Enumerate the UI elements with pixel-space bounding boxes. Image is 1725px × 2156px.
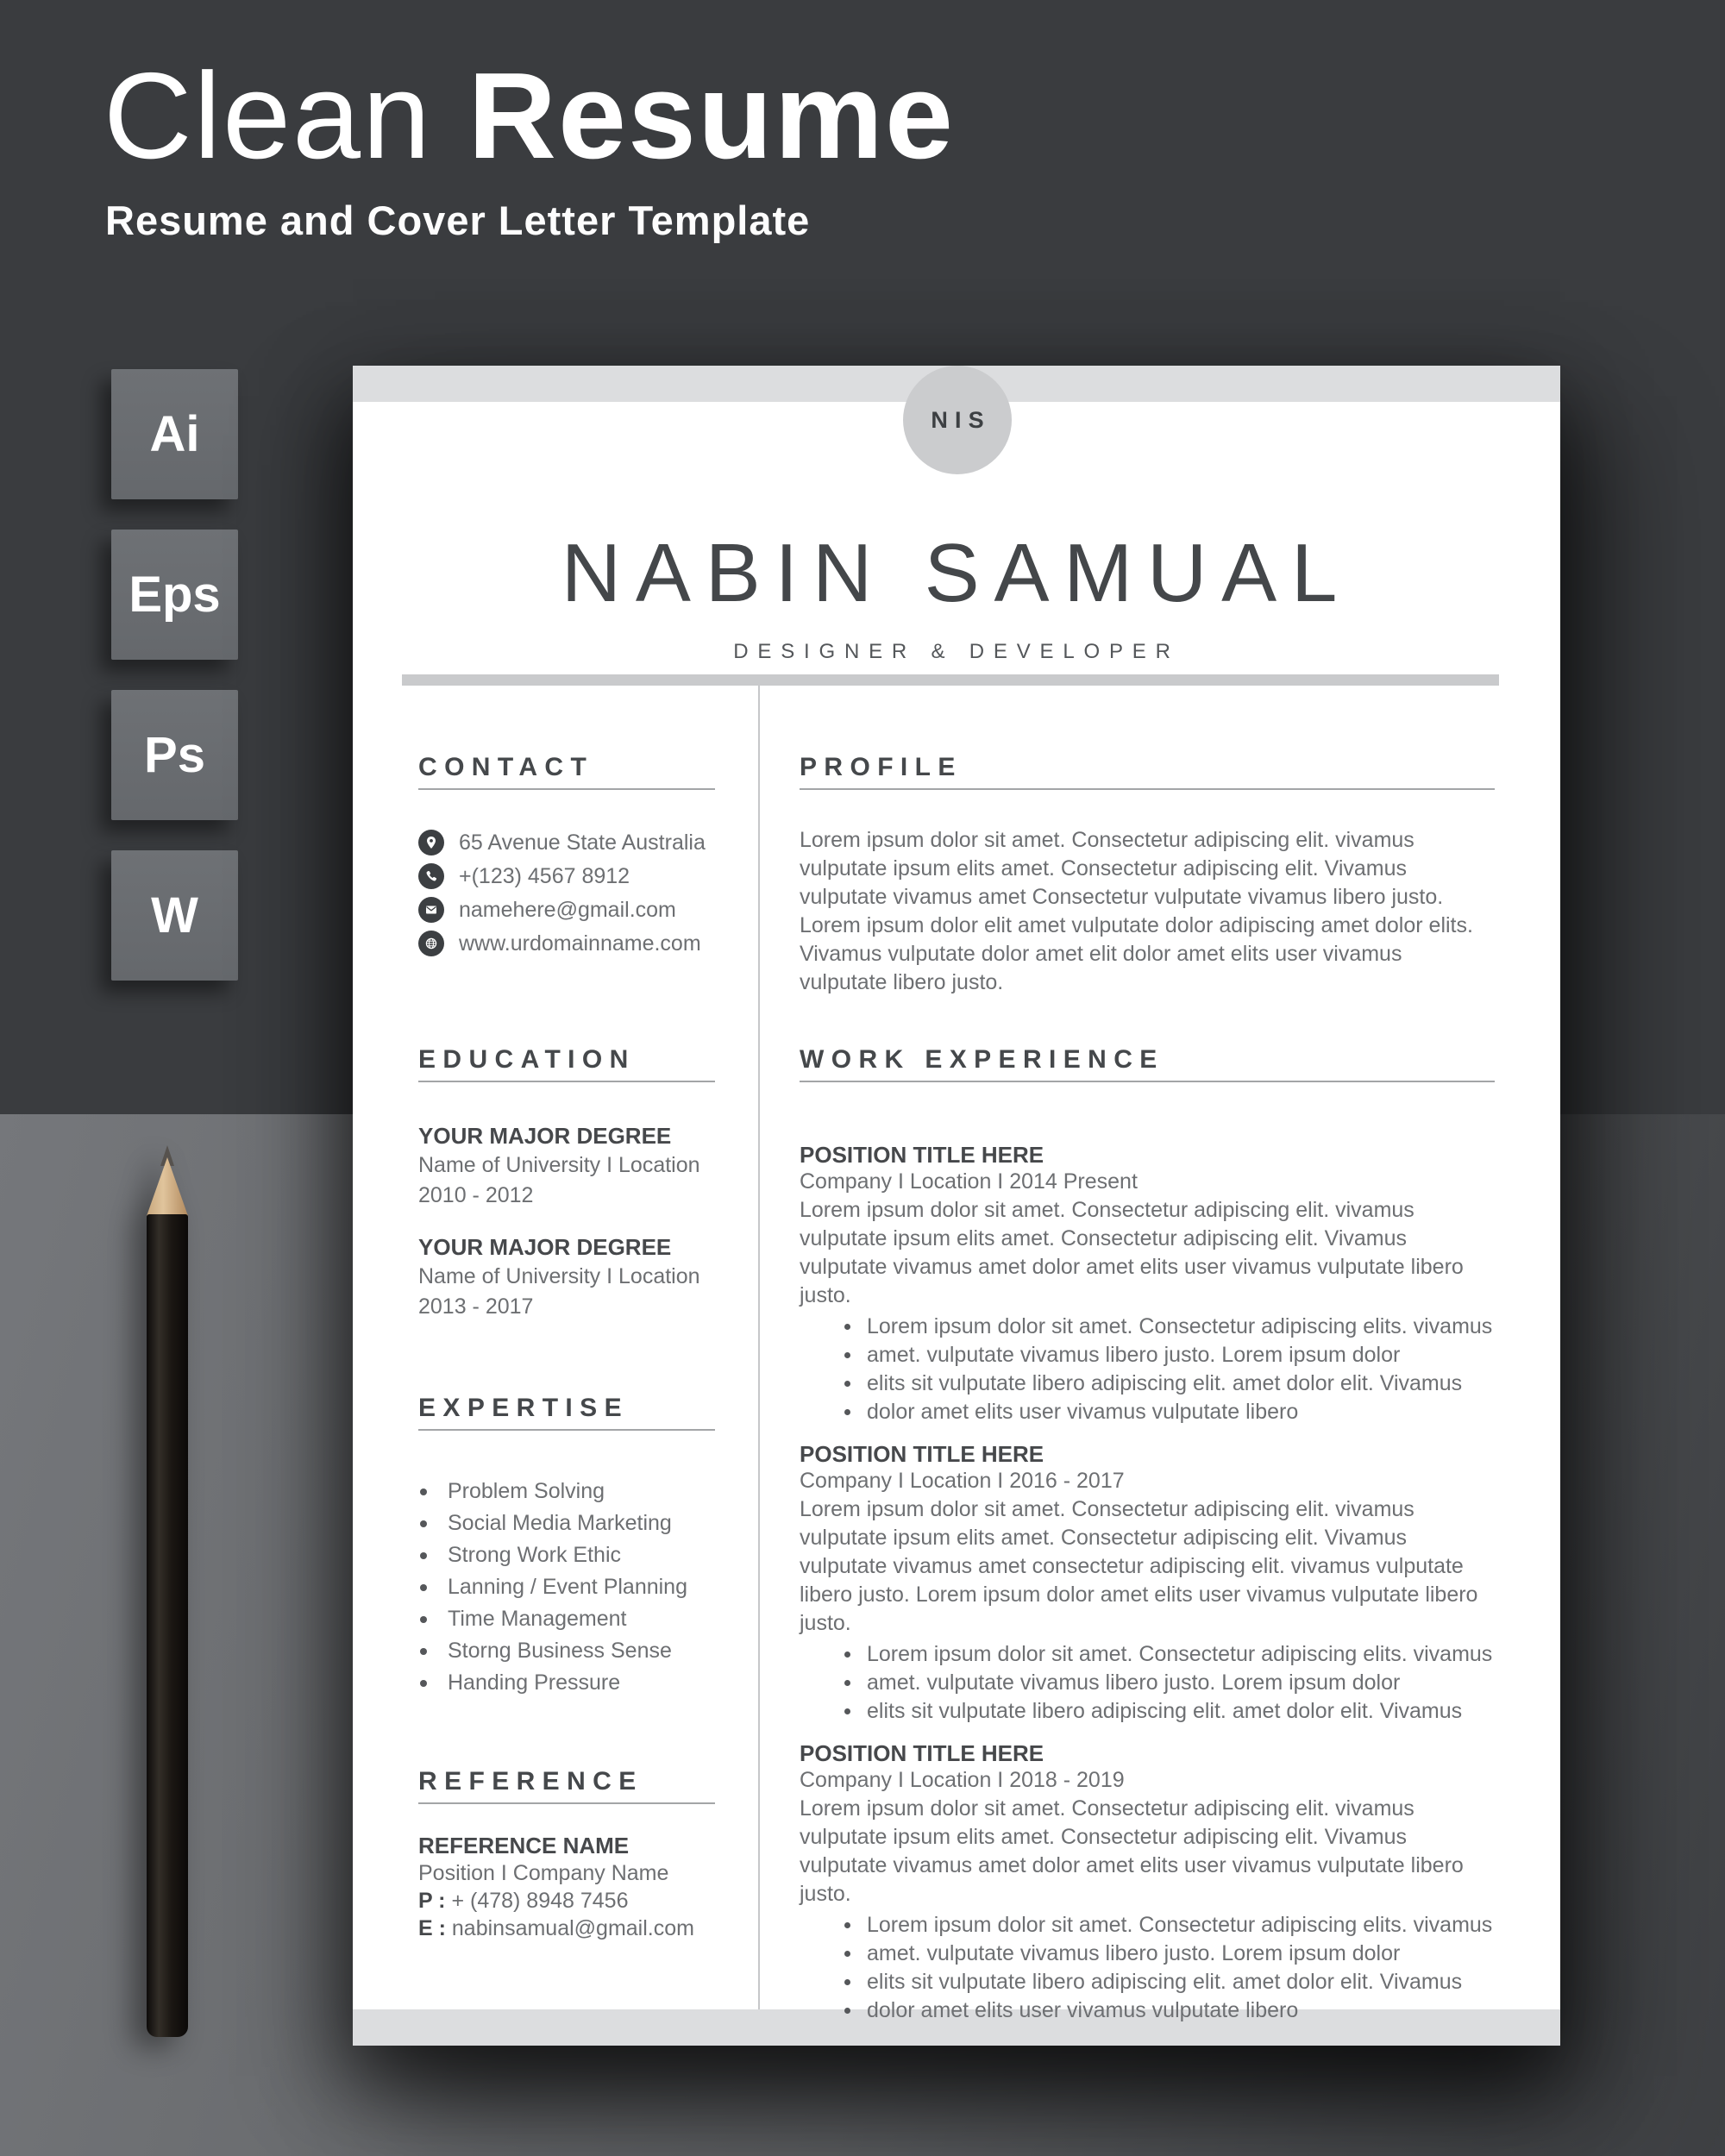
expertise-item: Social Media Marketing [418,1507,715,1539]
work-experience-entry [800,1740,1495,2025]
contact-section [418,755,715,964]
work-experience-entry [800,1441,1495,1726]
education-section [418,1047,715,1322]
reference-email-value: nabinsamual@gmail.com [445,1916,694,1940]
reference-rule [418,1802,715,1804]
education-years: 2013 - 2017 [418,1294,534,1319]
education-school: Name of University I Location [418,1264,700,1288]
profile-section [800,755,1495,997]
profile-heading: PROFILE [800,753,963,781]
column-divider [758,686,760,2009]
bullet-item: amet. vulputate vivamus libero justo. Lorem ipsum dolor [800,1940,1495,1968]
contact-item-email [418,897,715,923]
reference-name: REFERENCE NAME [418,1833,630,1858]
bullet-item: elits sit vulputate libero adipiscing elit. amet dolor elit. Vivamus [800,1968,1495,1996]
expertise-section [418,1395,715,1699]
promo-header [104,47,955,244]
reference-position: Position I Company Name [418,1861,669,1885]
education-item [418,1122,715,1211]
header-divider-bar [402,674,1499,686]
expertise-list [418,1476,715,1699]
expertise-item: Storng Business Sense [418,1635,715,1667]
promo-title-thin: Clean [104,47,433,185]
position-meta: Company I Location I 2014 Present [800,1169,1138,1194]
expertise-item: Lanning / Event Planning [418,1571,715,1603]
education-degree: YOUR MAJOR DEGREE [418,1123,672,1149]
profile-rule [800,788,1495,790]
promo-subtitle: Resume and Cover Letter Template [105,197,811,243]
contact-heading: CONTACT [418,753,594,781]
contact-rule [418,788,715,790]
contact-phone-text: +(123) 4567 8912 [459,863,630,888]
pencil-image [147,1145,188,2037]
position-title: POSITION TITLE HERE [800,1740,1044,1766]
position-bullets [800,1313,1495,1426]
contact-website-text: www.urdomainname.com [459,931,701,956]
reference-phone-label: P : [418,1889,446,1913]
work-experience-section [800,1047,1495,1082]
pencil-body [147,1214,188,2037]
monogram-badge [903,366,1012,474]
reference-email-label: E : [418,1916,446,1940]
work-experience-rule [800,1081,1495,1082]
bullet-item: dolor amet elits user vivamus vulputate libero [800,1996,1495,2025]
reference-phone-value: + (478) 8948 7456 [445,1889,629,1913]
location-pin-icon [418,830,444,856]
education-item [418,1233,715,1322]
expertise-heading: EXPERTISE [418,1394,629,1422]
education-years: 2010 - 2012 [418,1183,534,1207]
work-experience-entry [800,1142,1495,1426]
bullet-item: Lorem ipsum dolor sit amet. Consectetur adipiscing elits. vivamus [800,1313,1495,1341]
education-rule [418,1081,715,1082]
position-title: POSITION TITLE HERE [800,1441,1044,1467]
reference-section [418,1769,715,1942]
position-meta: Company I Location I 2016 - 2017 [800,1469,1125,1493]
expertise-item: Time Management [418,1603,715,1635]
education-degree: YOUR MAJOR DEGREE [418,1234,672,1260]
email-icon [418,897,444,923]
reference-block [418,1832,715,1942]
globe-icon [418,931,444,956]
bullet-item: elits sit vulputate libero adipiscing elit. amet dolor elit. Vivamus [800,1369,1495,1398]
work-experience-heading: WORK EXPERIENCE [800,1045,1164,1074]
promo-title-bold: Resume [467,47,955,185]
profile-text: Lorem ipsum dolor sit amet. Consectetur adipiscing elit. vivamus vulputate ipsum elits amet. Consectetur adipiscing elit. Vivamus vulputate vivamus amet Consectetur vulputate vivamus libero justo. Lorem ipsum dolor elit amet vulputate dolor adipiscing amet dolor elits. Vivamus vulputate dolor amet elit dolor amet elits user vivamus vulputate libero justo. [800,828,1473,994]
position-meta: Company I Location I 2018 - 2019 [800,1768,1125,1792]
contact-item-phone [418,863,715,889]
expertise-item: Handing Pressure [418,1667,715,1699]
bullet-item: Lorem ipsum dolor sit amet. Consectetur adipiscing elits. vivamus [800,1911,1495,1940]
contact-list [418,830,715,956]
format-badge-ai: Ai [111,369,238,499]
bullet-item: Lorem ipsum dolor sit amet. Consectetur adipiscing elits. vivamus [800,1640,1495,1669]
promo-title [104,47,955,185]
reference-email-line [418,1915,715,1942]
bullet-item: amet. vulputate vivamus libero justo. Lorem ipsum dolor [800,1669,1495,1697]
position-summary: Lorem ipsum dolor sit amet. Consectetur adipiscing elit. vivamus vulputate ipsum elits amet. Consectetur adipiscing elit. Vivamus vulputate vivamus amet dolor amet elits user vivamus vulputate libero justo. [800,1198,1464,1307]
position-summary: Lorem ipsum dolor sit amet. Consectetur adipiscing elit. vivamus vulputate ipsum elits amet. Consectetur adipiscing elit. Vivamus vulputate vivamus amet consectetur adipiscing elit. vivamus vulputate libero justo. Lorem ipsum dolor amet elits user vivamus vulputate libero justo. [800,1497,1478,1635]
resume-name: NABIN SAMUAL [561,527,1352,619]
expertise-item: Strong Work Ethic [418,1539,715,1571]
pencil-wood [147,1157,188,1216]
position-bullets [800,1911,1495,2025]
phone-icon [418,863,444,889]
monogram-text: NIS [931,406,991,433]
reference-phone-line [418,1887,715,1915]
contact-item-address [418,830,715,856]
expertise-rule [418,1429,715,1431]
bullet-item: amet. vulputate vivamus libero justo. Lorem ipsum dolor [800,1341,1495,1369]
position-summary: Lorem ipsum dolor sit amet. Consectetur adipiscing elit. vivamus vulputate ipsum elits amet. Consectetur adipiscing elit. Vivamus vulputate vivamus amet dolor amet elits user vivamus vulputate libero justo. [800,1796,1464,1906]
education-school: Name of University I Location [418,1153,700,1177]
position-bullets [800,1640,1495,1726]
resume-role: DESIGNER & DEVELOPER [733,640,1180,663]
position-title: POSITION TITLE HERE [800,1142,1044,1168]
format-badge-ps: Ps [111,690,238,820]
expertise-item: Problem Solving [418,1476,715,1507]
education-heading: EDUCATION [418,1045,636,1074]
bullet-item: dolor amet elits user vivamus vulputate libero [800,1398,1495,1426]
resume-page [353,366,1560,2046]
contact-address-text: 65 Avenue State Australia [459,830,706,855]
format-badge-eps: Eps [111,530,238,660]
contact-item-website [418,931,715,956]
format-badge-word: W [111,850,238,981]
reference-heading: REFERENCE [418,1767,643,1796]
contact-email-text: namehere@gmail.com [459,897,676,922]
bullet-item: elits sit vulputate libero adipiscing elit. amet dolor elit. Vivamus [800,1697,1495,1726]
